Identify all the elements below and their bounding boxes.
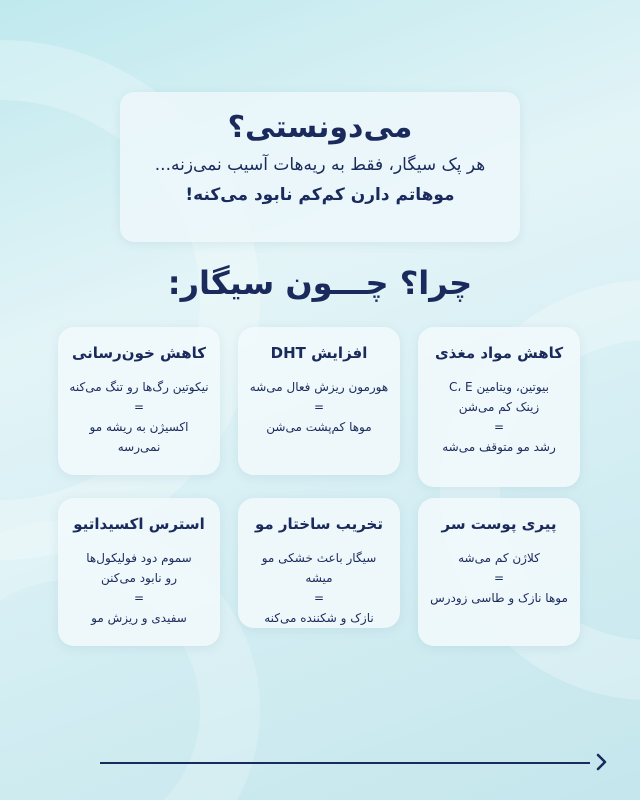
card-title: استرس اکسیداتیو (73, 515, 205, 533)
card-line: هورمون ریزش فعال می‌شه (249, 380, 389, 394)
card-result: رشد مو متوقف می‌شه (442, 440, 556, 454)
card-oxidative-stress (58, 498, 220, 646)
progress-line (100, 762, 590, 764)
card-blood-flow (58, 327, 220, 475)
card-line: زینک کم می‌شن (458, 400, 540, 414)
card-line: رو نابود می‌کنن (101, 571, 177, 585)
card-dht-increase (238, 327, 400, 475)
card-title: کاهش خون‌رسانی (71, 344, 207, 362)
card-scalp-aging (418, 498, 580, 646)
card-result: نازک و شکننده می‌کنه (264, 611, 374, 625)
card-equals: = (313, 400, 325, 414)
card-equals: = (493, 420, 505, 434)
card-result: اکسیژن به ریشه مو نمی‌رسه (89, 420, 189, 454)
card-title: کاهش مواد مغذی (434, 344, 564, 362)
card-line: کلاژن کم می‌شه (458, 551, 540, 565)
card-line: سیگار باعث خشکی مو میشه (261, 551, 377, 585)
card-equals: = (493, 571, 505, 585)
card-result: موها نازک و طاسی زودرس (430, 591, 568, 605)
card-line: نیکوتین رگ‌ها رو تنگ می‌کنه (69, 380, 209, 394)
card-title: تخریب ساختار مو (254, 515, 383, 533)
card-hair-structure (238, 498, 400, 628)
card-equals: = (133, 400, 145, 414)
chevron-right-icon[interactable] (590, 750, 614, 774)
section-heading: چرا؟ چـــون سیگار: (167, 264, 473, 302)
card-equals: = (313, 591, 325, 605)
card-line: سموم دود فولیکول‌ها (86, 551, 192, 565)
intro-title: می‌دونستی؟ (227, 110, 413, 145)
card-line: بیوتین، ویتامین C، E (448, 380, 549, 394)
card-title: افزایش DHT (270, 344, 368, 362)
intro-line-1: هر پک سیگار، فقط به ریه‌هات آسیب نمی‌زنه... (154, 155, 486, 175)
intro-line-2: موهاتم دارن کم‌کم نابود می‌کنه! (185, 185, 455, 205)
card-title: پیری پوست سر (441, 515, 557, 533)
intro-box (120, 92, 520, 242)
card-result: موها کم‌پشت می‌شن (266, 420, 372, 434)
card-nutrient-loss (418, 327, 580, 487)
card-equals: = (133, 591, 145, 605)
card-result: سفیدی و ریزش مو (91, 611, 187, 625)
